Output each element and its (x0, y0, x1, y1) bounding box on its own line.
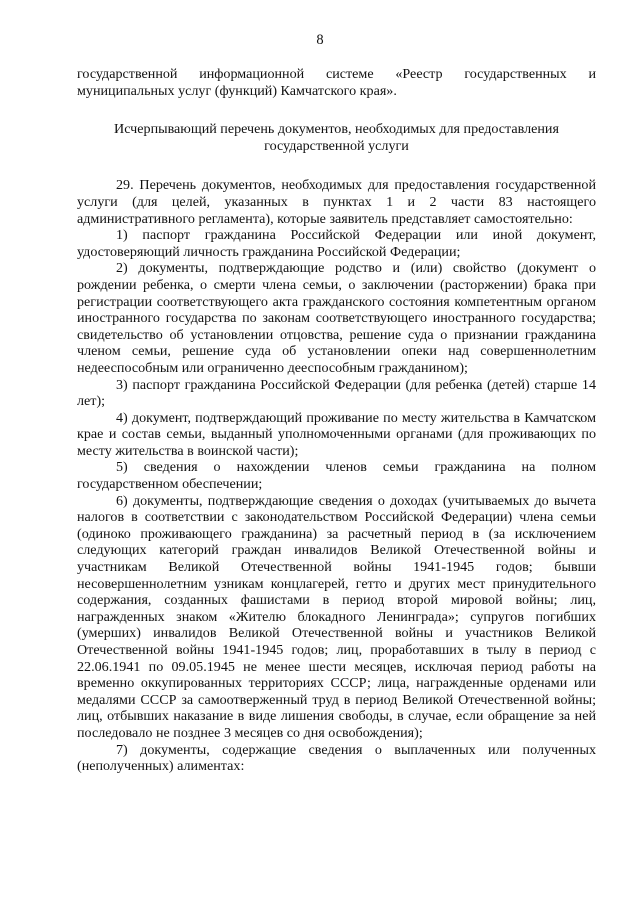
paragraph-29: 29. Перечень документов, необходимых для предоставления государственной услуги (для целей, указанных в пунктах 1 и 2 части 83 настоящего административного регламента), которые заявитель представляет самостоятельно: (77, 177, 596, 227)
list-item-4: 4) документ, подтверждающий проживание по месту жительства в Камчатском крае и состав семьи, выданный уполномоченными органами (для проживающих по месту жительства в воинской части); (77, 409, 596, 459)
list-item-3: 3) паспорт гражданина Российской Федерации (для ребенка (детей) старше 14 лет); (77, 376, 596, 410)
page-number: 8 (316, 32, 324, 48)
section-heading-line-1: Исчерпывающий перечень документов, необходимых для предоставления (114, 121, 559, 138)
intro-paragraph: государственной информационной системе «Реестр государственных и муниципальных услуг (функций) Камчатского края». (77, 66, 596, 99)
document-body (77, 66, 596, 775)
list-item-5: 5) сведения о нахождении членов семьи гражданина на полном государственном обеспечении; (77, 459, 596, 493)
section-heading-line-2: государственной услуги (264, 137, 409, 154)
list-item-6: 6) документы, подтверждающие сведения о доходах (учитываемых до вычета налогов в соответствии с законодательством Российской Федерации) члена семьи (одиноко проживающего гражданина) за расчетный период в (за исключением следующих категорий граждан инвалидов Великой Отечественной войны и участникам Великой Отечественной войны 1941-1945 годов; бывши несовершеннолетним узникам концлагерей, гетто и других мест принудительного содержания, созданных фашистами в период второй мировой войны; лиц, награжденных знаком «Жителю блокадного Ленинграда»; супругов погибших (умерших) инвалидов Великой Отечественной войны и участников Великой Отечественной войны 1941-1945 годов; лиц, проработавших в тылу в период с 22.06.1941 по 09.05.1945 не менее шести месяцев, исключая период работы на временно оккупированных территориях СССР; лица, награжденные орденами или медалями СССР за самоотверженный труд в период Великой Отечественной войны; лиц, отбывших наказание в виде лишения свободы, в случае, если обращение за ней последовало не позднее 3 месяцев со дня освобождения); (77, 492, 596, 741)
section-heading (77, 121, 596, 154)
list-item-1: 1) паспорт гражданина Российской Федерации или иной документ, удостоверяющий личность гражданина Российской Федерации; (77, 227, 596, 260)
list-item-2: 2) документы, подтверждающие родство и (или) свойство (документ о рождении ребенка, о смерти члена семьи, о заключении (расторжении) брака при регистрации соответствующего акта гражданского состояния компетентным органом иностранного государства по законам соответствующего иностранного государства; свидетельство об установлении отцовства, решение суда о признании гражданина членом семьи, решение суда об установлении опеки над совершеннолетним недееспособным или ограниченно дееспособным гражданином); (77, 260, 596, 376)
list-item-7: 7) документы, содержащие сведения о выплаченных или полученных (неполученных) алиментах: (77, 741, 596, 775)
